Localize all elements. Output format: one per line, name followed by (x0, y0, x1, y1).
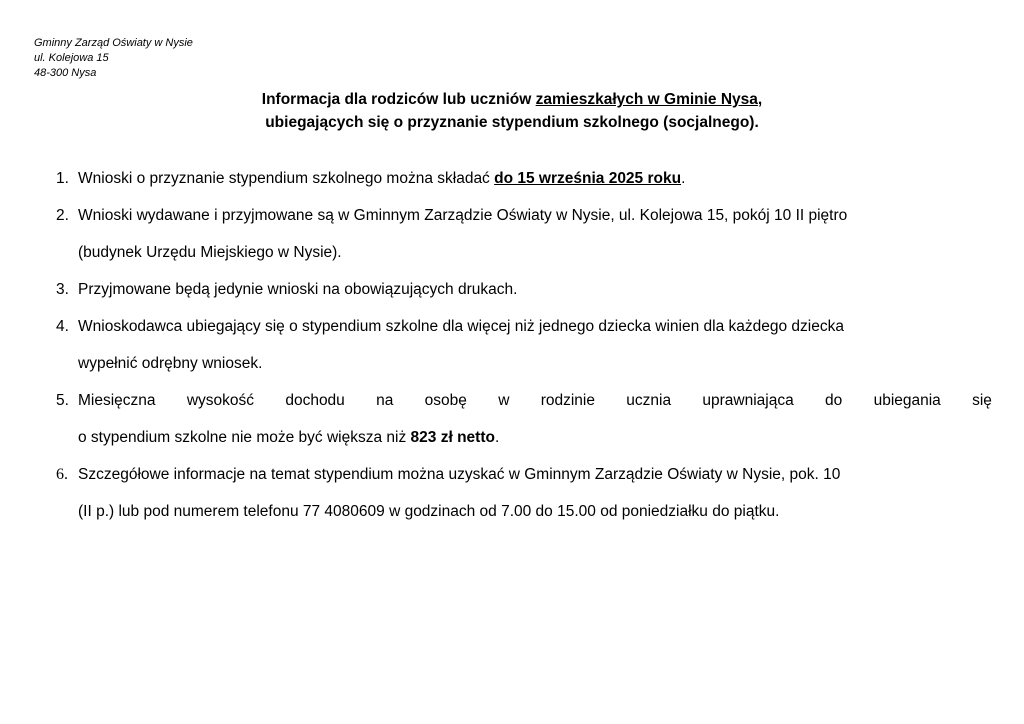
item-text-end: . (681, 170, 686, 187)
item-text-start: Wnioski o przyznanie stypendium szkolnego można składać (78, 170, 495, 187)
item-text-start: o stypendium szkolne nie może być większa niż (78, 429, 411, 446)
list-item-text (78, 160, 992, 197)
list-number: 5. (56, 392, 69, 409)
list-item-3 (56, 271, 992, 308)
list-item-6 (56, 456, 992, 530)
list-item-line: wypełnić odrębny wniosek. (78, 355, 263, 372)
title-underlined-location: zamieszkałych w Gminie Nysa (535, 91, 758, 108)
list-item-line: (II p.) lub pod numerem telefonu 77 4080609 w godzinach od 7.00 do 15.00 od poniedziałku do piątku. (78, 503, 780, 520)
list-number: 2. (56, 207, 69, 224)
sender-city: 48-300 Nysa (34, 67, 97, 79)
information-list (56, 160, 992, 530)
title-line-1-end: , (757, 91, 763, 108)
list-item-5 (56, 382, 992, 456)
list-number: 3. (56, 281, 69, 298)
sender-name: Gminny Zarząd Oświaty w Nysie (34, 37, 193, 49)
list-item-text: Przyjmowane będą jedynie wnioski na obowiązujących drukach. (78, 281, 518, 298)
sender-address (34, 36, 193, 81)
deadline-date: do 15 września 2025 roku (494, 170, 682, 187)
income-threshold: 823 zł netto (410, 429, 495, 446)
list-item-2 (56, 197, 992, 271)
title-line-1 (0, 88, 1024, 111)
title-line-2: ubiegających się o przyznanie stypendium szkolnego (socjalnego). (265, 114, 759, 131)
item-text-end: . (494, 429, 500, 446)
document-title (0, 88, 1024, 134)
list-item-line (78, 419, 992, 456)
list-number: 4. (56, 318, 69, 335)
list-number: 1. (56, 170, 69, 187)
title-line-1-start: Informacja dla rodziców lub uczniów (261, 91, 536, 108)
sender-street: ul. Kolejowa 15 (34, 52, 109, 64)
list-item-line: Miesięczna wysokość dochodu na osobę w rodzinie ucznia uprawniająca do ubiegania się (78, 392, 992, 409)
list-item-line: Wnioski wydawane i przyjmowane są w Gminnym Zarządzie Oświaty w Nysie, ul. Kolejowa 15, pokój 10 II piętro (78, 207, 848, 224)
list-item-line: (budynek Urzędu Miejskiego w Nysie). (78, 244, 342, 261)
list-item-4 (56, 308, 992, 382)
list-item-line: Wnioskodawca ubiegający się o stypendium szkolne dla więcej niż jednego dziecka winien dla każdego dziecka (78, 318, 844, 335)
list-number: 6. (56, 466, 68, 483)
list-item-1 (56, 160, 992, 197)
list-item-line: Szczegółowe informacje na temat stypendium można uzyskać w Gminnym Zarządzie Oświaty w Nysie, pok. 10 (78, 466, 841, 483)
